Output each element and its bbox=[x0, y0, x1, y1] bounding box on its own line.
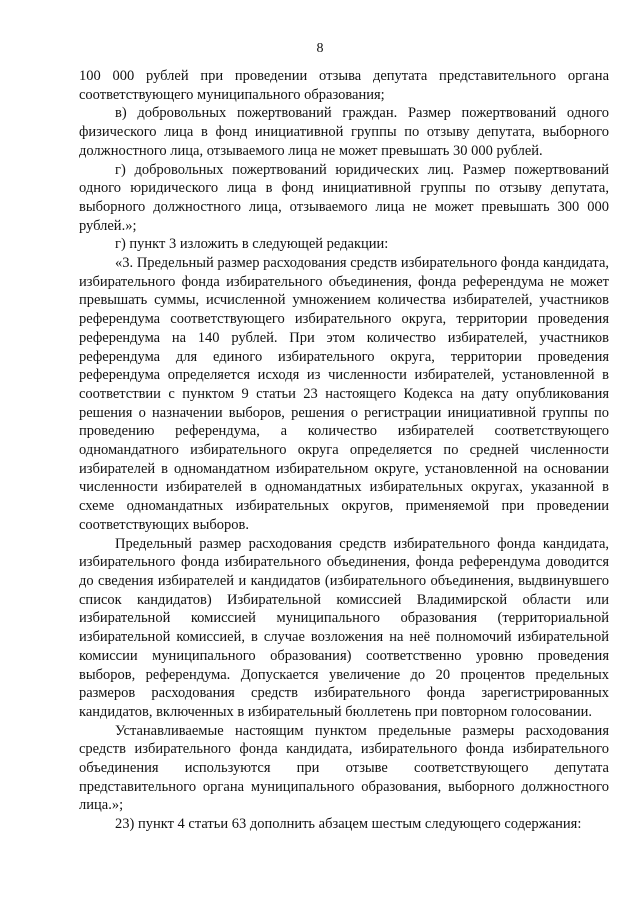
paragraph: Устанавливаемые настоящим пунктом предельные размеры расходования средств избирательного фонда кандидата, избирательного фонда избирательного объединения используются при отзыве соответствующего депутата представительного органа муниципального образования, выборного должностного лица.»; bbox=[79, 722, 609, 814]
page-number: 8 bbox=[316, 41, 324, 56]
paragraph: 23) пункт 4 статьи 63 дополнить абзацем шестым следующего содержания: bbox=[115, 816, 582, 833]
paragraph: в) добровольных пожертвований граждан. Размер пожертвований одного физического лица в фонд инициативной группы по отзыву депутата, выборного должностного лица, отзываемого лица не может превышать 30 000 рублей. bbox=[79, 105, 609, 159]
paragraph: г) пункт 3 изложить в следующей редакции: bbox=[115, 236, 389, 253]
paragraph: г) добровольных пожертвований юридических лиц. Размер пожертвований одного юридического лица в фонд инициативной группы по отзыву депутата, выборного должностного лица, отзываемого лица не может превышать 300 000 рублей.»; bbox=[79, 161, 609, 234]
paragraph: 100 000 рублей при проведении отзыва депутата представительного органа соответствующего муниципального образования; bbox=[79, 68, 609, 103]
paragraph: «3. Предельный размер расходования средств избирательного фонда кандидата, избирательного фонда избирательного объединения, фонда референдума не может превышать суммы, исчисленной умножением количества избирателей, участников референдума соответствующего избирательного округа, территории проведения референдума на 140 рублей. При этом количество избирателей, участников референдума для единого избирательного округа, территории проведения референдума определяется исходя из численности избирателей, установленной в соответствии с пунктом 9 статьи 23 настоящего Кодекса на дату опубликования решения о назначении выборов, решения о регистрации инициативной группы по проведению референдума, а количество избирателей соответствующего одномандатного избирательного округа определяется по средней численности избирателей в одномандатном избирательном округе, установленной на основании численности избирателей в одномандатных избирательных округах, указанной в схеме одномандатных избирательных округов, применяемой при проведении соответствующих выборов. bbox=[79, 255, 609, 533]
paragraph: Предельный размер расходования средств избирательного фонда кандидата, избирательного фонда избирательного объединения, фонда референдума доводится до сведения избирателей и кандидатов (избирательного объединения, выдвинувшего список кандидатов) Избирательной комиссией Владимирской области или избирательной комиссией муниципального образования (территориальной избирательной комиссией, в случае возложения на неё полномочий избирательной комиссии муниципального образования) соответственно уровню проведения выборов, референдума. Допускается увеличение до 20 процентов предельных размеров расходования средств избирательного фонда зарегистрированных кандидатов, включенных в избирательный бюллетень при повторном голосовании. bbox=[79, 535, 609, 720]
document-body bbox=[79, 67, 609, 834]
